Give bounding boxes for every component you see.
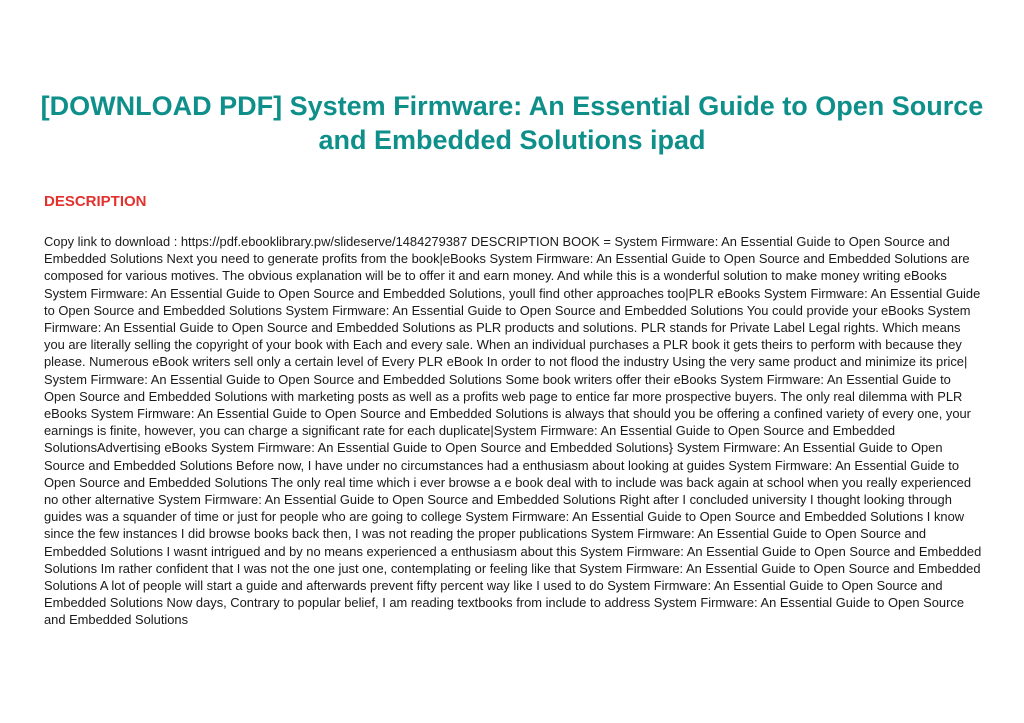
page-title: [DOWNLOAD PDF] System Firmware: An Essential Guide to Open Source and Embedded Solutions ipad	[40, 91, 984, 155]
description-body: Copy link to download : https://pdf.ebooklibrary.pw/slideserve/1484279387 DESCRIPTION BOOK = System Firmware: An Essential Guide to Open Source and Embedded Solutions Next you need to generate profits from the book|eBooks System Firmware: An Essential Guide to Open Source and Embedded Solutions are composed for various motives. The obvious explanation will be to offer it and earn money. And while this is a wonderful solution to make money writing eBooks System Firmware: An Essential Guide to Open Source and Embedded Solutions, youll find other approaches too|PLR eBooks System Firmware: An Essential Guide to Open Source and Embedded Solutions System Firmware: An Essential Guide to Open Source and Embedded Solutions You could provide your eBooks System Firmware: An Essential Guide to Open Source and Embedded Solutions as PLR products and solutions. PLR stands for Private Label Legal rights. Which means you are literally selling the copyright of your book with Each and every sale. When an individual purchases a PLR book it gets theirs to perform with because they please. Numerous eBook writers sell only a certain level of Every PLR eBook In order to not flood the industry Using the very same product and minimize its price| System Firmware: An Essential Guide to Open Source and Embedded Solutions Some book writers offer their eBooks System Firmware: An Essential Guide to Open Source and Embedded Solutions with marketing posts as well as a profits web page to entice far more prospective buyers. The only real dilemma with PLR eBooks System Firmware: An Essential Guide to Open Source and Embedded Solutions is always that should you be offering a confined variety of every one, your earnings is finite, however, you can charge a significant rate for each duplicate|System Firmware: An Essential Guide to Open Source and Embedded SolutionsAdvertising eBooks System Firmware: An Essential Guide to Open Source and Embedded Solutions} System Firmware: An Essential Guide to Open Source and Embedded Solutions Before now, I have under no circumstances had a enthusiasm about looking at guides System Firmware: An Essential Guide to Open Source and Embedded Solutions The only real time which i ever browse a e book deal with to include was back again at school when you really experienced no other alternative System Firmware: An Essential Guide to Open Source and Embedded Solutions Right after I concluded university I thought looking through guides was a squander of time or just for people who are going to college System Firmware: An Essential Guide to Open Source and Embedded Solutions I know since the few instances I did browse books back then, I was not reading the proper publications System Firmware: An Essential Guide to Open Source and Embedded Solutions I wasnt intrigued and by no means experienced a enthusiasm about this System Firmware: An Essential Guide to Open Source and Embedded Solutions Im rather confident that I was not the one just one, contemplating or feeling like that System Firmware: An Essential Guide to Open Source and Embedded Solutions A lot of people will start a guide and afterwards prevent fifty percent way like I used to do System Firmware: An Essential Guide to Open Source and Embedded Solutions Now days, Contrary to popular belief, I am reading textbooks from include to address System Firmware: An Essential Guide to Open Source and Embedded Solutions	[44, 234, 982, 628]
description-heading: DESCRIPTION	[44, 193, 147, 210]
